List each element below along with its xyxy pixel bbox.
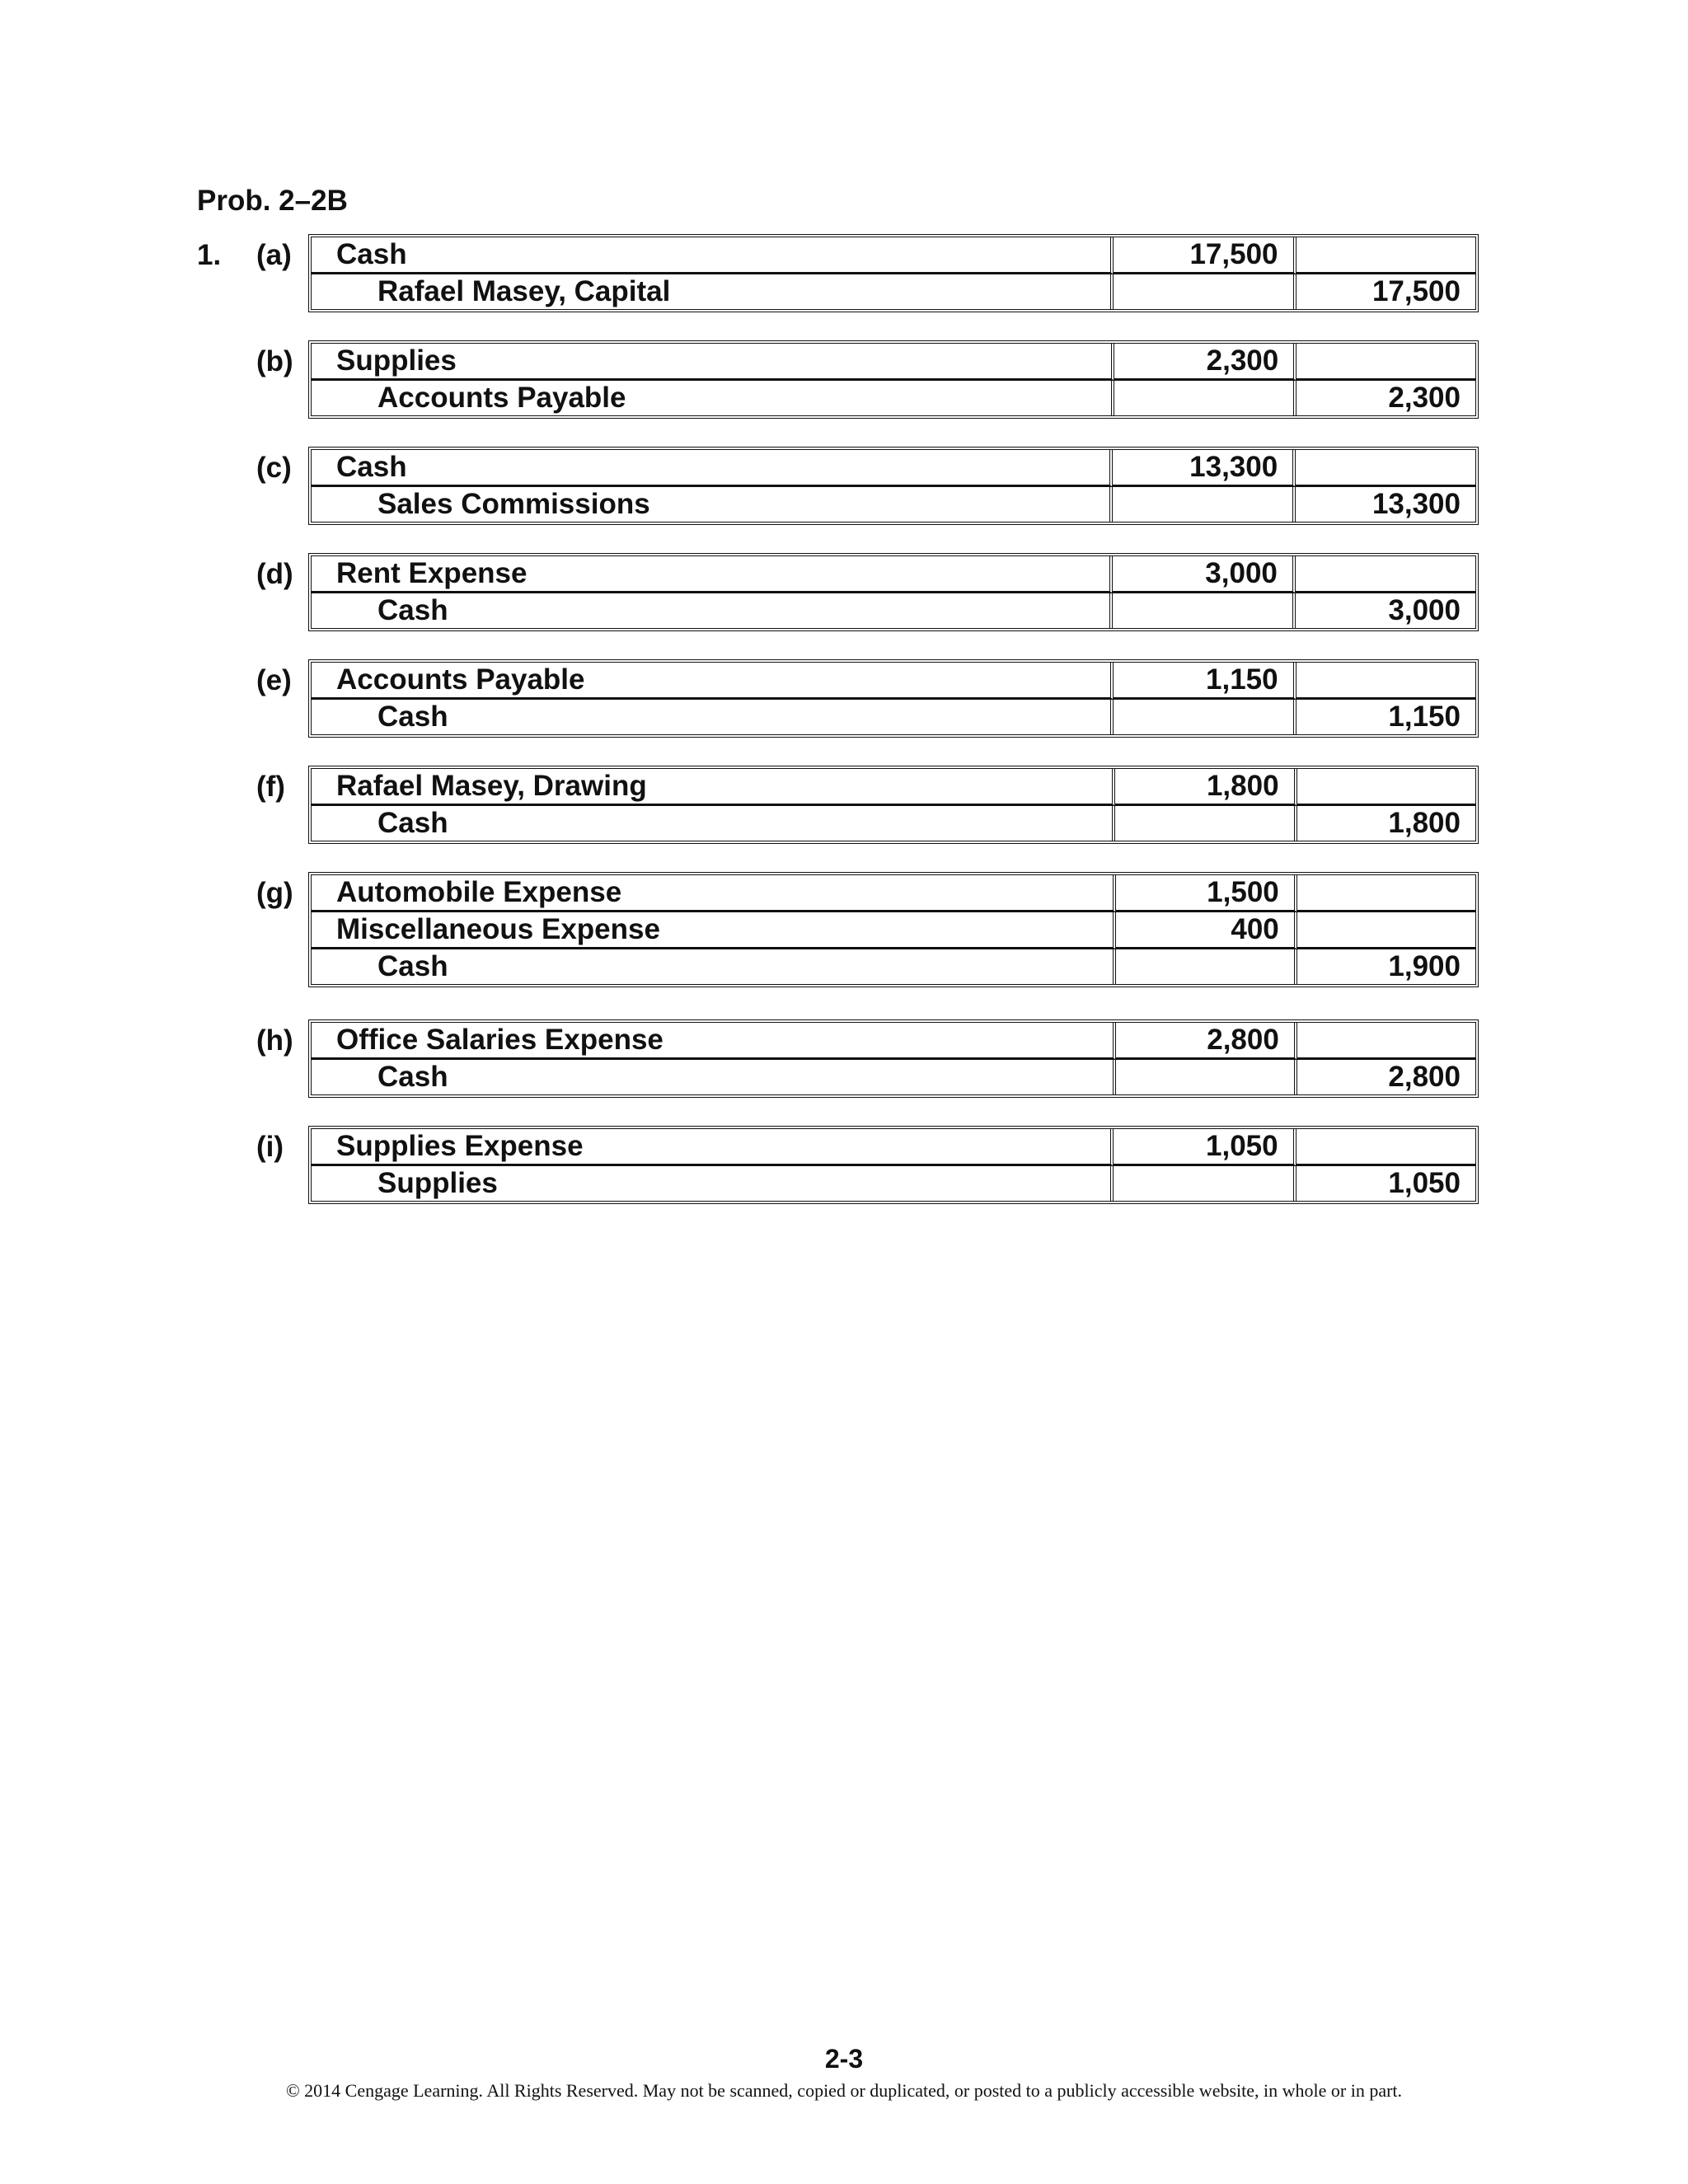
entry-letter: (i) (256, 1131, 284, 1163)
journal-entry-table (308, 872, 1479, 987)
journal-entry-table (308, 1126, 1479, 1204)
journal-line (312, 237, 1475, 274)
debit-amount (1114, 274, 1296, 309)
account-name: Cash (312, 237, 1114, 274)
debit-amount: 400 (1116, 912, 1297, 949)
account-name: Supplies Expense (312, 1129, 1114, 1166)
credit-amount (1296, 237, 1475, 274)
account-name: Cash (312, 700, 1114, 734)
entry-letter: (g) (256, 877, 293, 909)
journal-line (312, 769, 1475, 806)
entry-letter: (b) (256, 345, 293, 377)
copyright-notice: © 2014 Cengage Learning. All Rights Reserved. May not be scanned, copied or duplicated, or posted to a publicly accessible website, in whole or in part. (285, 2080, 1403, 2101)
credit-amount: 1,050 (1388, 1167, 1461, 1199)
journal-line (312, 1129, 1475, 1166)
journal-line (312, 593, 1475, 628)
debit-amount: 1,500 (1116, 875, 1297, 912)
journal-line (312, 912, 1475, 949)
debit-amount: 1,150 (1114, 663, 1296, 700)
entry-letter: (f) (256, 771, 285, 803)
account-name: Cash (312, 1060, 1116, 1094)
account-name: Cash (312, 450, 1113, 487)
journal-line (312, 949, 1475, 984)
debit-amount (1113, 593, 1296, 628)
credit-amount (1297, 875, 1475, 912)
credit-amount (1296, 663, 1475, 700)
account-name: Supplies (312, 1166, 1114, 1201)
journal-line (312, 344, 1475, 381)
account-name: Rafael Masey, Capital (312, 274, 1114, 309)
journal-line (312, 1166, 1475, 1201)
credit-amount: 1,900 (1388, 950, 1461, 982)
debit-amount (1116, 949, 1297, 984)
account-name: Accounts Payable (312, 663, 1114, 700)
journal-entry-table (308, 234, 1479, 312)
problem-title: Prob. 2–2B (197, 185, 348, 217)
journal-line (312, 274, 1475, 309)
account-name: Supplies (312, 344, 1114, 381)
account-name: Cash (312, 949, 1116, 984)
journal-line (312, 1060, 1475, 1094)
credit-amount: 17,500 (1372, 275, 1461, 307)
credit-amount (1297, 912, 1475, 949)
account-name: Rent Expense (312, 556, 1113, 593)
debit-amount (1114, 1166, 1296, 1201)
entry-letter: (e) (256, 664, 292, 696)
debit-amount (1115, 806, 1296, 841)
journal-entry-table (308, 659, 1479, 738)
entry-letter: (h) (256, 1024, 293, 1057)
entry-letter: (d) (256, 558, 293, 590)
credit-amount: 1,150 (1388, 701, 1461, 733)
journal-line (312, 1023, 1475, 1060)
account-name: Cash (312, 806, 1115, 841)
account-name: Accounts Payable (312, 381, 1114, 415)
journal-line (312, 487, 1475, 522)
debit-amount: 3,000 (1113, 556, 1296, 593)
journal-line (312, 700, 1475, 734)
account-name: Sales Commissions (312, 487, 1113, 522)
debit-amount (1114, 381, 1296, 415)
journal-line (312, 806, 1475, 841)
page-number: 2-3 (824, 2044, 864, 2074)
debit-amount: 1,800 (1115, 769, 1296, 806)
credit-amount (1296, 450, 1475, 487)
credit-amount (1296, 556, 1475, 593)
debit-amount: 17,500 (1114, 237, 1296, 274)
debit-amount: 2,300 (1114, 344, 1296, 381)
journal-line (312, 556, 1475, 593)
debit-amount (1116, 1060, 1297, 1094)
account-name: Automobile Expense (312, 875, 1116, 912)
journal-line (312, 663, 1475, 700)
journal-entry-table (308, 1019, 1479, 1098)
account-name: Cash (312, 593, 1113, 628)
credit-amount (1296, 1129, 1475, 1166)
account-name: Office Salaries Expense (312, 1023, 1116, 1060)
debit-amount (1114, 700, 1296, 734)
debit-amount: 1,050 (1114, 1129, 1296, 1166)
credit-amount: 2,300 (1388, 382, 1461, 414)
account-name: Rafael Masey, Drawing (312, 769, 1115, 806)
credit-amount: 3,000 (1388, 594, 1461, 626)
journal-line (312, 875, 1475, 912)
journal-entry-table (308, 447, 1479, 525)
journal-entry-table (308, 340, 1479, 419)
debit-amount (1113, 487, 1296, 522)
debit-amount: 2,800 (1116, 1023, 1297, 1060)
credit-amount (1297, 1023, 1475, 1060)
debit-amount: 13,300 (1113, 450, 1296, 487)
credit-amount (1296, 344, 1475, 381)
journal-entry-table (308, 766, 1479, 844)
credit-amount: 2,800 (1388, 1061, 1461, 1093)
journal-line (312, 381, 1475, 415)
journal-entry-table (308, 553, 1479, 631)
credit-amount (1297, 769, 1475, 806)
part-number: 1. (197, 239, 222, 271)
account-name: Miscellaneous Expense (312, 912, 1116, 949)
entry-letter: (a) (256, 239, 292, 271)
credit-amount: 1,800 (1388, 807, 1461, 839)
entry-letter: (c) (256, 452, 292, 484)
journal-line (312, 450, 1475, 487)
credit-amount: 13,300 (1372, 488, 1461, 520)
